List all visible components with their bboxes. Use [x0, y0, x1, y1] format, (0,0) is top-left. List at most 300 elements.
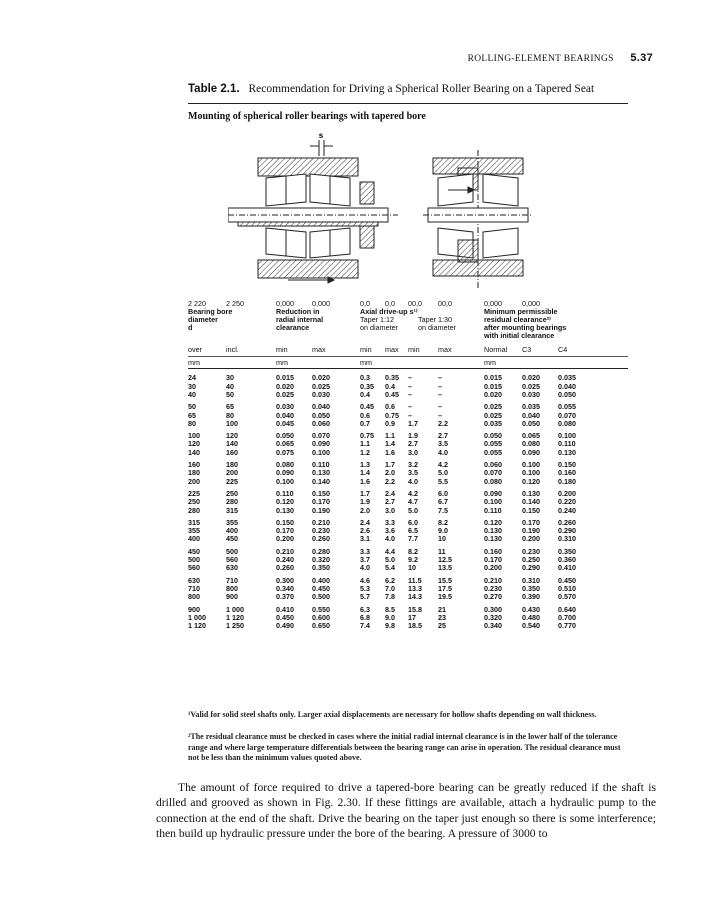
table-cell: 0.170 — [276, 526, 294, 536]
table-cell: 7.4 — [360, 621, 370, 631]
table-cell: 0.170 — [312, 497, 330, 507]
table-cell: 7.7 — [408, 534, 418, 544]
bearing-drawing — [228, 130, 538, 298]
table-cell: 23 — [438, 612, 446, 622]
table-cell: 0.060 — [312, 418, 330, 428]
table-cell: 21 — [438, 604, 446, 614]
table-cell: 5.5 — [438, 476, 448, 486]
table-cell: 0.130 — [484, 526, 502, 536]
table-cell: – — [408, 373, 412, 383]
table-cell: 0.090 — [522, 447, 540, 457]
table-cell: 0.030 — [312, 389, 330, 399]
table-cell: 400 — [226, 526, 238, 536]
table-cell: 0.430 — [522, 604, 540, 614]
table-cell: 4.0 — [408, 476, 418, 486]
table-row — [188, 449, 628, 457]
table-cell: 5.0 — [385, 555, 395, 565]
table-cell: 1.2 — [360, 447, 370, 457]
table-cell: 0.230 — [312, 526, 330, 536]
table-cell: 0.290 — [522, 563, 540, 573]
table-cell: 0.570 — [558, 592, 576, 602]
table-cell: 0.055 — [484, 439, 502, 449]
table-cell: 0.75 — [385, 410, 399, 420]
table-cell: 180 — [188, 468, 200, 478]
table-cell: 50 — [226, 389, 234, 399]
table-cell: 0.410 — [558, 563, 576, 573]
table-cell: 0.350 — [558, 546, 576, 556]
table-cell: 0.040 — [558, 381, 576, 391]
table-cell: – — [438, 381, 442, 391]
table-cell: 0.35 — [360, 381, 374, 391]
table-cell: 280 — [226, 497, 238, 507]
table-cell: 6.5 — [408, 526, 418, 536]
table-cell: 180 — [226, 460, 238, 470]
table-cell: 5.0 — [438, 468, 448, 478]
table-cell: 6.3 — [360, 604, 370, 614]
table-cell: – — [438, 402, 442, 412]
table-cell: 0.060 — [484, 460, 502, 470]
page-number: 5.37 — [630, 52, 653, 64]
table-cell: 0.230 — [484, 583, 502, 593]
table-row — [188, 564, 628, 572]
table-cell: 0.120 — [522, 476, 540, 486]
table-cell: – — [438, 389, 442, 399]
table-cell: 0.320 — [484, 612, 502, 622]
table-cell: 0.180 — [558, 476, 576, 486]
table-row — [188, 535, 628, 543]
table-cell: 560 — [226, 555, 238, 565]
table-cell: 0.550 — [312, 604, 330, 614]
table-cell: 0.450 — [558, 575, 576, 585]
table-cell: 0.400 — [312, 575, 330, 585]
table-cell: 450 — [188, 546, 200, 556]
table-cell: 0.350 — [312, 563, 330, 573]
table-cell: 0.120 — [484, 517, 502, 527]
table-cell: – — [438, 373, 442, 383]
table-cell: 0.270 — [484, 592, 502, 602]
table-cell: 0.300 — [484, 604, 502, 614]
table-cell: 0.600 — [312, 612, 330, 622]
table-cell: 0.065 — [276, 439, 294, 449]
table-cell: 8.5 — [385, 604, 395, 614]
table-cell: 450 — [226, 534, 238, 544]
table-cell: 200 — [188, 476, 200, 486]
table-cell: 250 — [188, 497, 200, 507]
table-cell: 0.7 — [360, 418, 370, 428]
table-cell: 0.290 — [558, 526, 576, 536]
table-cell: 0.140 — [312, 476, 330, 486]
figure-number-row: 2 220 2 250 0,000 0,000 0,0 0,0 00,0 00,0 0,000 0,000 — [188, 299, 540, 308]
table-cell: 0.6 — [385, 402, 395, 412]
table-cell: 0.055 — [558, 402, 576, 412]
table-cell: 0.040 — [312, 402, 330, 412]
table-cell: 4.6 — [360, 575, 370, 585]
body-paragraph: The amount of force required to drive a tapered-bore bearing can be greatly reduced if the shaft is drilled and grooved as shown in Fig. 2.30. If these fittings are available, attach a hydraulic pump to the connection at the end of the shaft. Drive the bearing on the taper just enough so there is some interference; then build up hydraulic pressure under the bore of the bearing. A pressure of 3000 to — [156, 781, 656, 841]
table-cell: 0.055 — [484, 447, 502, 457]
table-cell: 800 — [226, 583, 238, 593]
table-cell: 0.050 — [558, 389, 576, 399]
table-cell: 0.650 — [312, 621, 330, 631]
table-cell: 0.130 — [312, 468, 330, 478]
table-cell: 900 — [188, 604, 200, 614]
table-cell: 900 — [226, 592, 238, 602]
table-cell: 0.090 — [484, 488, 502, 498]
table-cell: 0.450 — [312, 583, 330, 593]
table-cell: 1 000 — [188, 612, 206, 622]
table-cell: 9.2 — [408, 555, 418, 565]
table-cell: 0.030 — [276, 402, 294, 412]
table-cell: 5.3 — [360, 583, 370, 593]
table-cell: 0.070 — [312, 431, 330, 441]
table-cell: 0.110 — [558, 439, 576, 449]
table-cell: 1.7 — [360, 488, 370, 498]
table-cell: 13.5 — [438, 563, 452, 573]
table-cell: 3.1 — [360, 534, 370, 544]
table-cell: 100 — [188, 431, 200, 441]
clearance-table — [188, 300, 628, 634]
caption-rule — [188, 103, 628, 104]
table-cell: 0.190 — [522, 526, 540, 536]
table-cell: 500 — [226, 546, 238, 556]
table-cell: 560 — [188, 563, 200, 573]
table-cell: 0.080 — [484, 476, 502, 486]
left-bearing-figure — [228, 140, 398, 283]
table-cell: 80 — [226, 410, 234, 420]
table-cell: 0.310 — [558, 534, 576, 544]
table-cell: 30 — [226, 373, 234, 383]
table-cell: 1.9 — [408, 431, 418, 441]
table-cell: 2.0 — [385, 468, 395, 478]
table-cell: 0.480 — [522, 612, 540, 622]
table-cell: 0.045 — [276, 418, 294, 428]
table-cell: 140 — [226, 439, 238, 449]
table-cell: 0.090 — [276, 468, 294, 478]
table-cell: 3.7 — [360, 555, 370, 565]
table-cell: 800 — [188, 592, 200, 602]
table-cell: 0.025 — [522, 381, 540, 391]
table-cell: 225 — [226, 476, 238, 486]
table-cell: 3.5 — [408, 468, 418, 478]
table-cell: 0.110 — [276, 488, 294, 498]
row-group — [188, 606, 628, 631]
table-cell: 100 — [226, 418, 238, 428]
table-cell: 0.025 — [484, 410, 502, 420]
running-head-title: ROLLING-ELEMENT BEARINGS — [467, 54, 614, 64]
table-cell: 0.75 — [360, 431, 374, 441]
table-cell: – — [408, 410, 412, 420]
table-cell: 0.100 — [312, 447, 330, 457]
table-cell: 30 — [188, 381, 196, 391]
table-cell: 80 — [188, 418, 196, 428]
table-cell: 3.0 — [408, 447, 418, 457]
table-cell: 2.6 — [360, 526, 370, 536]
table-cell: 0.340 — [484, 621, 502, 631]
table-cell: 19.5 — [438, 592, 452, 602]
table-cell: 0.260 — [558, 517, 576, 527]
table-cell: 0.280 — [312, 546, 330, 556]
table-cell: 40 — [188, 389, 196, 399]
table-cell: 1.9 — [360, 497, 370, 507]
table-cell: 0.500 — [312, 592, 330, 602]
table-cell: 8.2 — [438, 517, 448, 527]
table-cell: 0.100 — [522, 460, 540, 470]
table-cell: 9.8 — [385, 621, 395, 631]
table-cell: 18.5 — [408, 621, 422, 631]
table-cell: 0.030 — [522, 389, 540, 399]
right-bearing-figure — [423, 150, 533, 290]
row-group — [188, 432, 628, 457]
sub-header-row: over incl. min max min max min max Normal C3 C4 — [188, 344, 568, 354]
table-cell: 160 — [188, 460, 200, 470]
table-cell: 280 — [188, 505, 200, 515]
table-cell: 15.8 — [408, 604, 422, 614]
table-cell: 1.7 — [408, 418, 418, 428]
table-cell: 0.025 — [312, 381, 330, 391]
table-cell: 0.140 — [522, 497, 540, 507]
row-group — [188, 403, 628, 428]
table-cell: 0.45 — [360, 402, 374, 412]
table-cell: 0.3 — [360, 373, 370, 383]
table-cell: 0.640 — [558, 604, 576, 614]
table-cell: 6.0 — [408, 517, 418, 527]
table-cell: 0.370 — [276, 592, 294, 602]
table-cell: 24 — [188, 373, 196, 383]
table-cell: 1.6 — [360, 476, 370, 486]
table-cell: 10 — [408, 563, 416, 573]
row-group — [188, 577, 628, 602]
table-cell: 7.8 — [385, 592, 395, 602]
table-cell: 0.050 — [522, 418, 540, 428]
row-group — [188, 548, 628, 573]
table-cell: 0.130 — [522, 488, 540, 498]
table-cell: 13.3 — [408, 583, 422, 593]
table-cell: 0.200 — [558, 488, 576, 498]
table-cell: 3.3 — [385, 517, 395, 527]
table-cell: 17 — [408, 612, 416, 622]
table-cell: 315 — [226, 505, 238, 515]
table-cell: – — [408, 381, 412, 391]
table-cell: 11.5 — [408, 575, 422, 585]
table-cell: 1.4 — [385, 439, 395, 449]
table-cell: 12.5 — [438, 555, 452, 565]
table-cell: 0.210 — [312, 517, 330, 527]
table-cell: 0.050 — [312, 410, 330, 420]
table-cell: – — [438, 410, 442, 420]
row-group — [188, 461, 628, 486]
units-row: mm mm mm mm — [188, 357, 496, 367]
table-cell: 0.220 — [558, 497, 576, 507]
table-cell: 50 — [188, 402, 196, 412]
table-cell: 3.5 — [438, 439, 448, 449]
table-subtitle: Mounting of spherical roller bearings with tapered bore — [188, 111, 426, 122]
table-cell: 4.2 — [438, 460, 448, 470]
table-cell: 0.340 — [276, 583, 294, 593]
table-cell: 400 — [188, 534, 200, 544]
table-cell: 0.310 — [522, 575, 540, 585]
table-cell: 7.0 — [385, 583, 395, 593]
row-group — [188, 374, 628, 399]
table-cell: 14.3 — [408, 592, 422, 602]
table-cell: 2.0 — [360, 505, 370, 515]
table-cell: 40 — [226, 381, 234, 391]
table-cell: 0.160 — [558, 468, 576, 478]
table-row — [188, 391, 628, 399]
table-cell: 4.4 — [385, 546, 395, 556]
table-cell: 5.7 — [360, 592, 370, 602]
table-cell: 0.260 — [312, 534, 330, 544]
table-cell: 0.150 — [558, 460, 576, 470]
table-cell: 0.130 — [558, 447, 576, 457]
table-row — [188, 478, 628, 486]
table-cell: 630 — [188, 575, 200, 585]
table-row — [188, 622, 628, 630]
table-cell: 120 — [188, 439, 200, 449]
table-cell: 9.0 — [385, 612, 395, 622]
caption-label: Table 2.1. — [188, 83, 240, 95]
table-cell: 0.080 — [522, 439, 540, 449]
table-cell: 0.360 — [558, 555, 576, 565]
table-cell: 0.015 — [276, 373, 294, 383]
running-head — [468, 52, 653, 64]
table-cell: 0.170 — [484, 555, 502, 565]
table-cell: 1 250 — [226, 621, 244, 631]
table-cell: 4.7 — [408, 497, 418, 507]
table-cell: 200 — [226, 468, 238, 478]
table-cell: 0.100 — [484, 497, 502, 507]
table-cell: 0.110 — [312, 460, 330, 470]
table-cell: 0.020 — [276, 381, 294, 391]
footnote-1: ¹Valid for solid steel shafts only. Larger axial displacements are necessary for hollow shafts depending on wall thickness. — [188, 710, 597, 719]
table-cell: 6.2 — [385, 575, 395, 585]
table-cell: 17.5 — [438, 583, 452, 593]
table-cell: 6.0 — [438, 488, 448, 498]
table-cell: 0.035 — [558, 373, 576, 383]
table-cell: 355 — [188, 526, 200, 536]
table-cell: 2.4 — [360, 517, 370, 527]
table-cell: 120 — [226, 431, 238, 441]
table-cell: 6.7 — [438, 497, 448, 507]
table-cell: 0.450 — [276, 612, 294, 622]
table-cell: 4.2 — [408, 488, 418, 498]
table-cell: 25 — [438, 621, 446, 631]
table-cell: 0.015 — [484, 373, 502, 383]
table-cell: 0.390 — [522, 592, 540, 602]
table-cell: 3.2 — [408, 460, 418, 470]
table-header: Bearing bore diameter d Reduction in radial internal clearance Axial drive-up s¹⁾ Taper 1:12 on diameter Taper 1:30 on diameter Minimum permissible residual clearance²⁾ after mounting bearings with initial clearance — [188, 306, 567, 340]
table-cell: 5.0 — [408, 505, 418, 515]
table-cell: 710 — [226, 575, 238, 585]
table-cell: 7.5 — [438, 505, 448, 515]
table-cell: 0.490 — [276, 621, 294, 631]
table-cell: 0.240 — [276, 555, 294, 565]
table-cell: 630 — [226, 563, 238, 573]
table-cell: 0.240 — [558, 505, 576, 515]
table-cell: 2.7 — [385, 497, 395, 507]
table-cell: 0.020 — [312, 373, 330, 383]
table-cell: 710 — [188, 583, 200, 593]
table-cell: 2.7 — [408, 439, 418, 449]
table-cell: 0.200 — [522, 534, 540, 544]
table-cell: 0.065 — [522, 431, 540, 441]
table-cell: 500 — [188, 555, 200, 565]
table-cell: 5.4 — [385, 563, 395, 573]
table-cell: 0.4 — [385, 381, 395, 391]
table-cell: 1.1 — [385, 431, 395, 441]
table-caption — [188, 83, 594, 95]
table-cell: 0.080 — [558, 418, 576, 428]
table-cell: 0.9 — [385, 418, 395, 428]
table-cell: 3.0 — [385, 505, 395, 515]
table-cell: – — [408, 389, 412, 399]
table-cell: 3.6 — [385, 526, 395, 536]
table-cell: 0.210 — [276, 546, 294, 556]
table-cell: 2.2 — [385, 476, 395, 486]
table-cell: 0.150 — [522, 505, 540, 515]
table-cell: 0.130 — [484, 534, 502, 544]
table-cell: 0.110 — [484, 505, 502, 515]
table-cell: 0.410 — [276, 604, 294, 614]
table-cell: 0.770 — [558, 621, 576, 631]
table-cell: 225 — [188, 488, 200, 498]
table-cell: 160 — [226, 447, 238, 457]
table-cell: 0.025 — [276, 389, 294, 399]
table-cell: 1 000 — [226, 604, 244, 614]
table-cell: 4.0 — [438, 447, 448, 457]
table-row — [188, 507, 628, 515]
table-cell: 0.210 — [484, 575, 502, 585]
table-cell: 8.2 — [408, 546, 418, 556]
table-cell: 0.300 — [276, 575, 294, 585]
table-cell: – — [408, 402, 412, 412]
table-cell: 4.0 — [360, 563, 370, 573]
table-cell: 355 — [226, 517, 238, 527]
table-cell: 0.080 — [276, 460, 294, 470]
table-cell: 1.3 — [360, 460, 370, 470]
table-cell: 0.260 — [276, 563, 294, 573]
table-cell: 0.090 — [312, 439, 330, 449]
table-cell: 0.015 — [484, 381, 502, 391]
table-cell: 0.040 — [276, 410, 294, 420]
table-cell: 0.230 — [522, 546, 540, 556]
table-cell: 0.350 — [522, 583, 540, 593]
table-cell: 0.700 — [558, 612, 576, 622]
table-cell: 0.050 — [484, 431, 502, 441]
table-cell: 65 — [188, 410, 196, 420]
table-cell: 1.6 — [385, 447, 395, 457]
table-cell: 1.4 — [360, 468, 370, 478]
table-cell: 0.200 — [484, 563, 502, 573]
table-cell: 1 120 — [188, 621, 206, 631]
table-cell: 0.200 — [276, 534, 294, 544]
table-cell: 0.070 — [558, 410, 576, 420]
table-cell: 0.4 — [360, 389, 370, 399]
table-cell: 2.2 — [438, 418, 448, 428]
table-cell: 4.0 — [385, 534, 395, 544]
footnote-2: ²The residual clearance must be checked in cases where the initial radial internal clearance is in the lower half of the tolerance range and where large temperature differentials between the bearing range can arise in operation. The residual clearance must not be less than the minimum values quoted above. — [188, 732, 621, 762]
table-cell: 0.190 — [312, 505, 330, 515]
table-row — [188, 593, 628, 601]
s-dimension-label: s — [318, 131, 324, 140]
table-cell: 0.150 — [312, 488, 330, 498]
table-cell: 0.100 — [558, 431, 576, 441]
table-cell: 0.540 — [522, 621, 540, 631]
table-cell: 0.100 — [276, 476, 294, 486]
table-cell: 65 — [226, 402, 234, 412]
table-cell: 0.100 — [522, 468, 540, 478]
table-cell: 0.320 — [312, 555, 330, 565]
table-cell: 1.1 — [360, 439, 370, 449]
row-group — [188, 519, 628, 544]
